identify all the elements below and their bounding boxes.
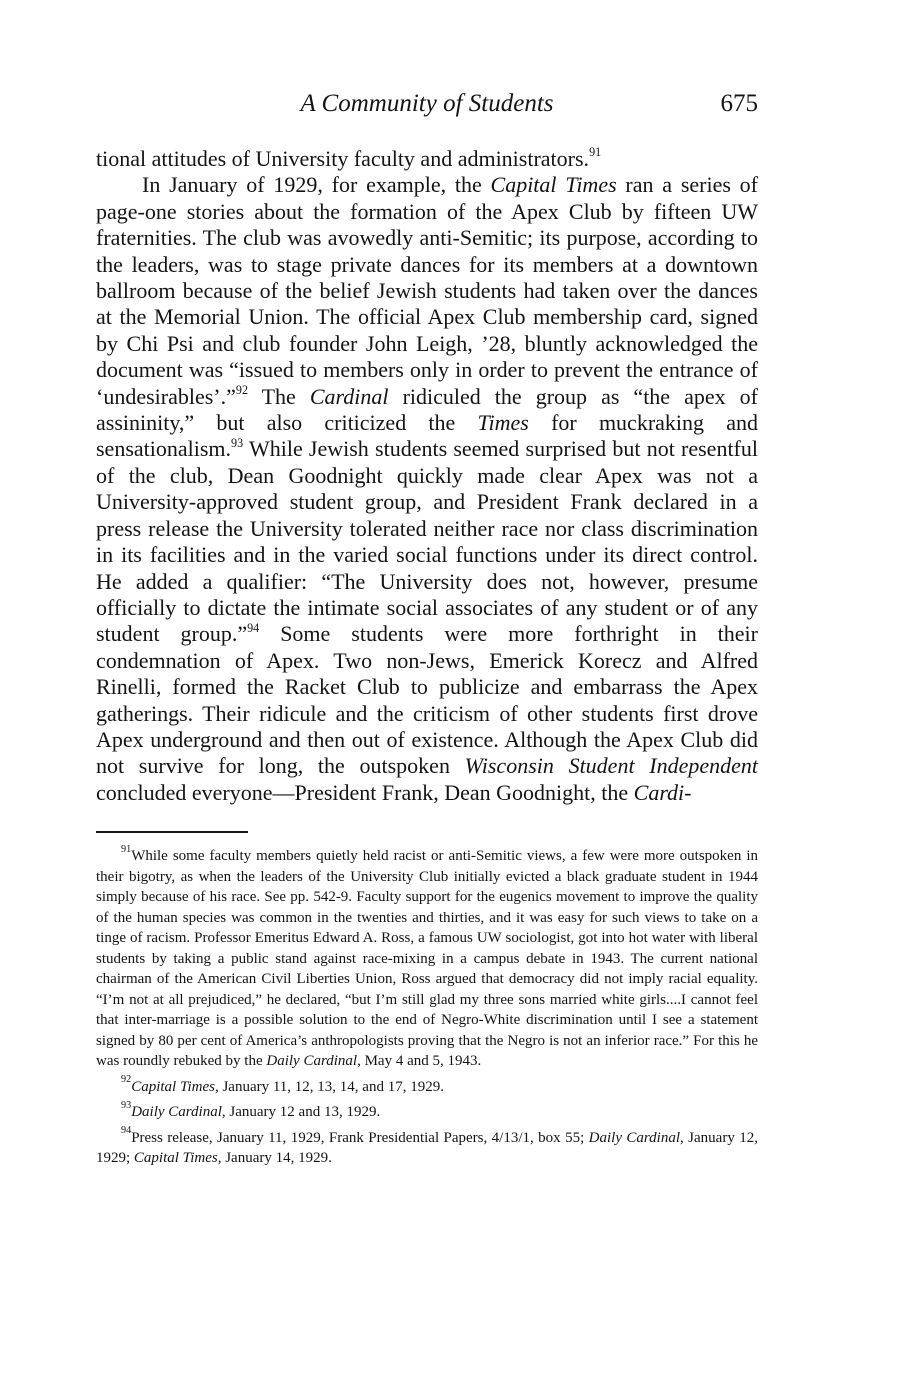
paragraph-apex-club: In January of 1929, for example, the Capital Times ran a series of page-one stories about the formation of the Apex Club by fifteen UW fraternities. The club was avowedly anti-Semitic; its purpose, according to the leaders, was to stage private dances for its members at a downtown ballroom because of the belief Jewish students had taken over the dances at the Memorial Union. The official Apex Club membership card, signed by Chi Psi and club founder John Leigh, ’28, bluntly acknowledged the document was “issued to members only in order to prevent the entrance of ‘undesirables’.”$^{92}$ The Cardinal ridiculed the group as “the apex of assininity,” but also criticized the Times for muckraking and sensationalism.$^{93}$ While Jewish students seemed surprised but not resentful of the club, Dean Goodnight quickly made clear Apex was not a University-approved student group, and President Frank declared in a press release the University tolerated neither race nor class discrimination in its facilities and in the varied social functions under its direct control. He added a qualifier: “The University does not, however, presume officially to dictate the intimate social associates of any student or of any student group.”$^{94}$ Some students were more forthright in their condemnation of Apex. Two non-Jews, Emerick Korecz and Alfred Rinelli, formed the Racket Club to publicize and embarrass the Apex gatherings. Their ridicule and the criticism of other students first drove Apex underground and then out of existence. Although the Apex Club did not survive for long, the outspoken Wisconsin Student Independent concluded everyone—President Frank, Dean Goodnight, the Cardi-: [96, 172, 759, 805]
footnote-divider: [96, 831, 248, 833]
footnote-ref: 94: [247, 620, 260, 635]
paragraph-continued: tional attitudes of University faculty and administrators.$^{91}$: [96, 145, 602, 171]
footnote-91: $^{91}$While some faculty members quietly held racist or anti-Semitic views, a few were more outspoken in their bigotry, as when the leaders of the University Club initially evicted a black graduate student in 1944 simply because of his race. See pp. 542-9. Faculty support for the eugenics movement to improve the quality of the human species was common in the twenties and thirties, and it was easy for such views to take on a tinge of racism. Professor Emeritus Edward A. Ross, a famous UW sociologist, got into hot water with liberal students by taking a public stand against race-mixing in a campus debate in 1943. The current national chairman of the American Civil Liberties Union, Ross argued that democracy did not imply racial equality. “I’m not at all prejudiced,” he declared, “but I’m still glad my three sons married white girls....I cannot feel that inter-marriage is a possible solution to the end of Negro-White discrimination until I see a statement signed by 80 per cent of America’s anthropologists proving that the Negro is not an inferior race.” For this he was roundly rebuked by the Daily Cardinal, May 4 and 5, 1943.: [96, 843, 758, 1069]
page-number: 675: [720, 90, 758, 117]
running-title: A Community of Students: [300, 90, 554, 117]
main-text: [96, 146, 758, 806]
footnote-ref: 91: [589, 145, 602, 160]
footnote-93: $^{93}$Daily Cardinal, January 12 and 13, 1929.: [121, 1099, 381, 1120]
footnote-ref: 93: [231, 435, 244, 450]
footnotes: [96, 843, 758, 1174]
page-header: [96, 90, 758, 126]
footnote-ref: 92: [235, 382, 248, 397]
footnote-94: $^{94}$Press release, January 11, 1929, Frank Presidential Papers, 4/13/1, box 55; Daily Cardinal, January 12, 1929; Capital Times, January 14, 1929.: [96, 1125, 758, 1166]
footnote-92: $^{92}$Capital Times, January 11, 12, 13, 14, and 17, 1929.: [121, 1074, 444, 1095]
